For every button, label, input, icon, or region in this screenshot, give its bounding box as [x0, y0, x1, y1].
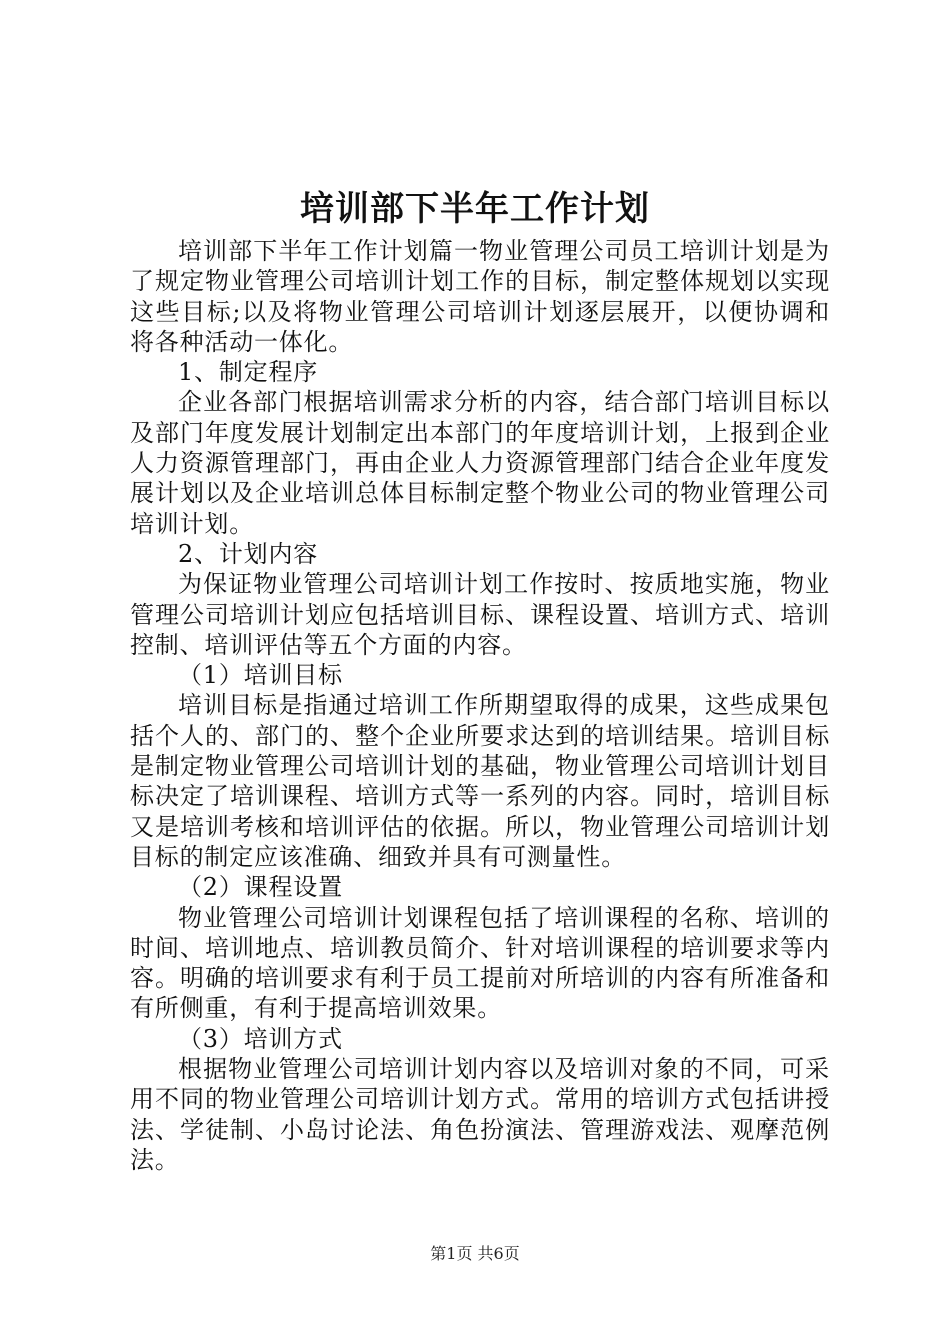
subsection-heading-training-goals: （1）培训目标	[178, 661, 343, 690]
paragraph-course-setup: 物业管理公司培训计划课程包括了培训课程的名称、培训的时间、培训地点、培训教员简介、针对培训课程的培训要求等内容。明确的培训要求有利于员工提前对所培训的内容有所准备和有所侧重，有利于提高培训效果。	[130, 903, 830, 1023]
section-heading-procedure: 1、制定程序	[178, 358, 319, 387]
section-heading-plan-content: 2、计划内容	[178, 539, 319, 568]
subsection-heading-training-methods: （3）培训方式	[178, 1024, 343, 1053]
document-body	[130, 236, 830, 1175]
paragraph-intro: 培训部下半年工作计划篇一物业管理公司员工培训计划是为了规定物业管理公司培训计划工作的目标，制定整体规划以实现这些目标;以及将物业管理公司培训计划逐层展开，以便协调和将各种活动一体化。	[130, 237, 830, 356]
paragraph-plan-content: 为保证物业管理公司培训计划工作按时、按质地实施，物业管理公司培训计划应包括培训目标、课程设置、培训方式、培训控制、培训评估等五个方面的内容。	[130, 570, 830, 659]
page-number-footer: 第1页 共6页	[430, 1244, 520, 1263]
paragraph-training-methods: 根据物业管理公司培训计划内容以及培训对象的不同，可采用不同的物业管理公司培训计划方式。常用的培训方式包括讲授法、学徒制、小岛讨论法、角色扮演法、管理游戏法、观摩范例法。	[130, 1055, 830, 1174]
paragraph-procedure: 企业各部门根据培训需求分析的内容，结合部门培训目标以及部门年度发展计划制定出本部门的年度培训计划，上报到企业人力资源管理部门，再由企业人力资源管理部门结合企业年度发展计划以及企业培训总体目标制定整个物业公司的物业管理公司培训计划。	[130, 388, 830, 538]
subsection-heading-course-setup: （2）课程设置	[178, 873, 343, 902]
document-title: 培训部下半年工作计划	[300, 189, 650, 229]
paragraph-training-goals: 培训目标是指通过培训工作所期望取得的成果，这些成果包括个人的、部门的、整个企业所要求达到的培训结果。培训目标是制定物业管理公司培训计划的基础，物业管理公司培训计划目标决定了培训课程、培训方式等一系列的内容。同时，培训目标又是培训考核和培训评估的依据。所以，物业管理公司培训计划目标的制定应该准确、细致并具有可测量性。	[130, 691, 830, 871]
